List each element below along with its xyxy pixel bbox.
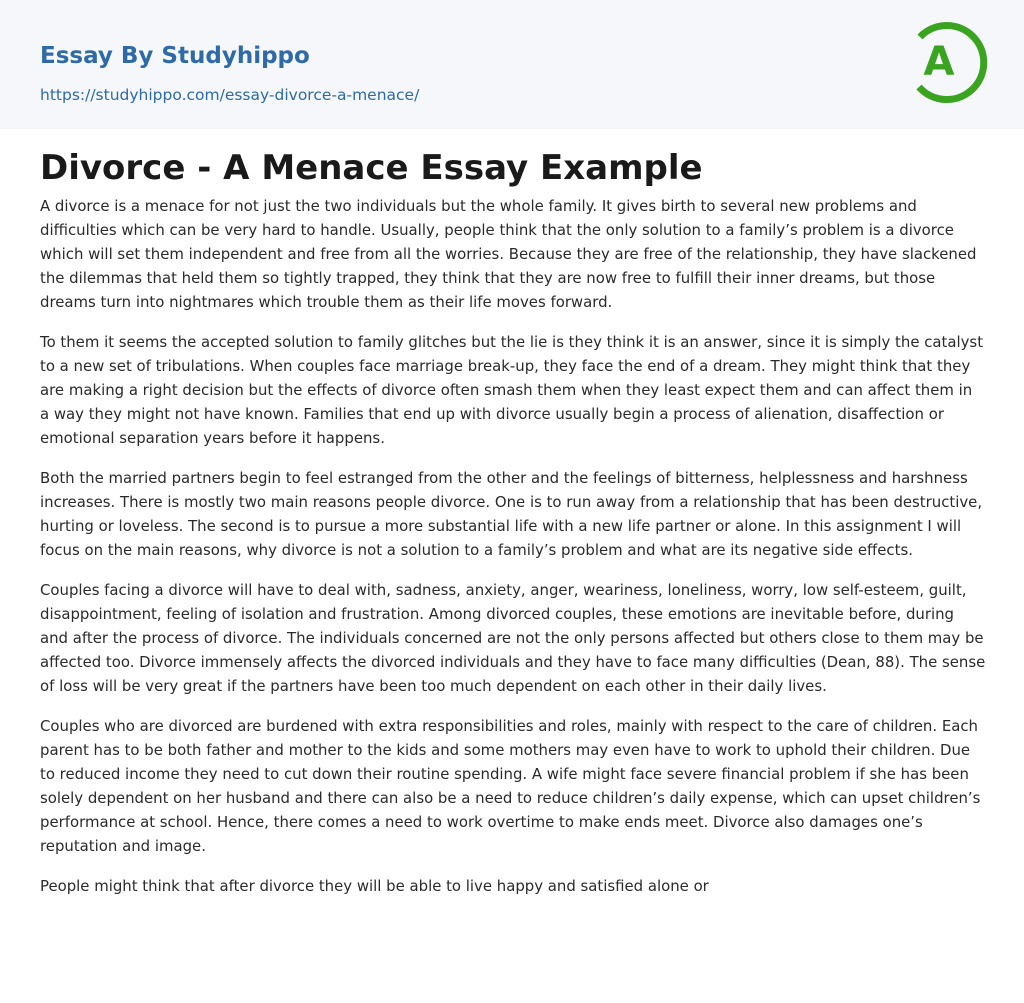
essay-paragraph: Both the married partners begin to feel estranged from the other and the feelings of bitterness, helplessness and harshness increases. There is mostly two main reasons people divorce. One is to run away from a relationship that has been destructive, hurting or loveless. The second is to pursue a more substantial life with a new life partner or alone. In this assignment I will focus on the main reasons, why divorce is not a solution to a family’s problem and what are its negative side effects. xyxy=(40,469,983,559)
essay-paragraph: A divorce is a menace for not just the two individuals but the whole family. It gives birth to several new problems and difficulties which can be very hard to handle. Usually, people think that the only solution to a family’s problem is a divorce which will set them independent and free from all the worries. Because they are free of the relationship, they have slackened the dilemmas that held them so tightly trapped, they think that they are now free to fulfill their inner dreams, but those dreams turn into nightmares which trouble them as their life moves forward. xyxy=(40,197,977,311)
essay-paragraph: People might think that after divorce they will be able to live happy and satisfied alone or xyxy=(40,877,709,895)
essay-paragraph: Couples who are divorced are burdened with extra responsibilities and roles, mainly with respect to the care of children. Each parent has to be both father and mother to the kids and some mothers may even have to work to uphold their children. Due to reduced income they need to cut down their routine spending. A wife might face severe financial problem if she has been solely dependent on her husband and there can also be a need to reduce children’s daily expense, which can upset children’s performance at school. Hence, there comes a need to work overtime to make ends meet. Divorce also damages one’s reputation and image. xyxy=(40,717,981,855)
essay-url-link[interactable]: https://studyhippo.com/essay-divorce-a-menace/ xyxy=(40,86,420,104)
site-title[interactable]: Essay By Studyhippo xyxy=(40,43,310,69)
studyhippo-logo-icon[interactable] xyxy=(910,19,988,105)
logo-letter: A xyxy=(923,39,955,85)
essay-title: Divorce - A Menace Essay Example xyxy=(40,148,703,188)
essay-paragraph: Couples facing a divorce will have to deal with, sadness, anxiety, anger, weariness, loneliness, worry, low self-esteem, guilt, disappointment, feeling of isolation and frustration. Among divorced couples, these emotions are inevitable before, during and after the process of divorce. The individuals concerned are not the only persons affected but others close to them may be affected too. Divorce immensely affects the divorced individuals and they have to face many difficulties (Dean, 88). The sense of loss will be very great if the partners have been too much dependent on each other in their daily lives. xyxy=(40,581,986,695)
essay-body xyxy=(40,194,986,914)
essay-paragraph: To them it seems the accepted solution to family glitches but the lie is they think it is an answer, since it is simply the catalyst to a new set of tribulations. When couples face marriage break-up, they face the end of a dream. They might think that they are making a right decision but the effects of divorce often smash them when they least expect them and can affect them in a way they might not have known. Families that end up with divorce usually begin a process of alienation, disaffection or emotional separation years before it happens. xyxy=(40,333,984,447)
